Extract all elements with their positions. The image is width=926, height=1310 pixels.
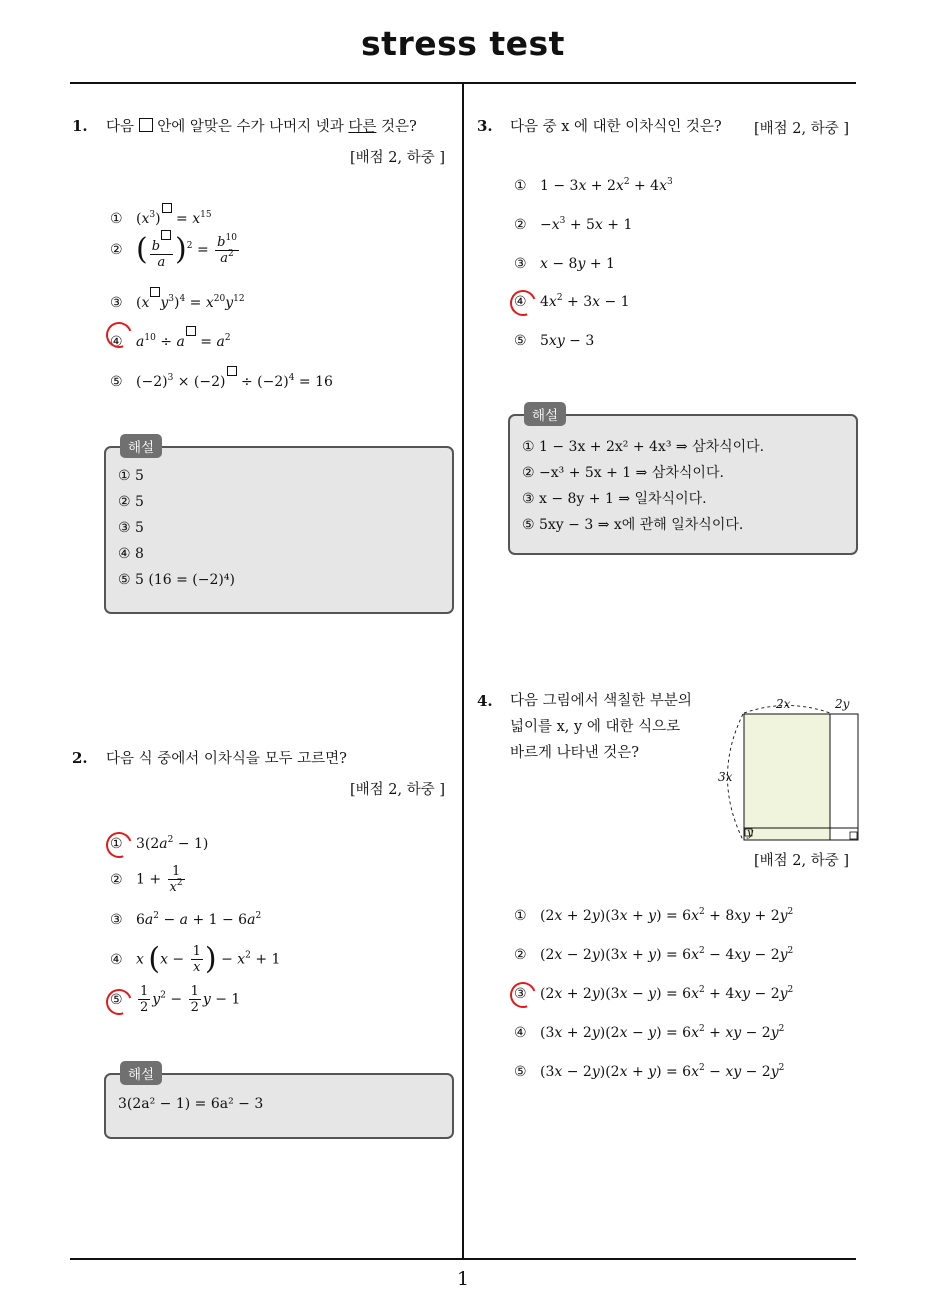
rectangle-figure	[712, 694, 862, 846]
q2-meta: [배점 2, 하중 ]	[350, 782, 446, 798]
page-number: 1	[456, 1268, 470, 1290]
q2-choice-5[interactable]: ⑤ $\frac{1}{2}$ $y^2$ − $\frac{1}{2}$ y − 1	[110, 984, 241, 1015]
q1-choice-1[interactable]: ① $(x^3) = x^{15}$	[110, 203, 212, 227]
q1-text: 다음 안에 알맞은 수가 나머지 넷과 다른 것은?	[106, 119, 417, 135]
q3-choice-5[interactable]: ⑤ 5xy − 3	[514, 333, 595, 349]
answer-mark-icon	[102, 828, 137, 863]
figure-label-top-right: 2y	[835, 697, 850, 711]
q3-solution-line: ② −x³ + 5x + 1 ⇒ 삼차식이다.	[522, 465, 724, 481]
answer-mark-icon	[506, 978, 541, 1013]
q1-solution-line: ④ 8	[118, 546, 144, 562]
q1-solution-tag: 해설	[120, 434, 162, 458]
q3-solution-line: ③ x − 8y + 1 ⇒ 일차식이다.	[522, 491, 707, 507]
q3-solution-tag: 해설	[524, 402, 566, 426]
unshaded-region	[830, 714, 858, 840]
q4-meta: [배점 2, 하중 ]	[754, 853, 850, 869]
q1-choice-5[interactable]: ⑤ $(-2)^3 \times (-2) \div (-2)^4 = 16$	[110, 366, 333, 390]
q2-choice-4[interactable]: ④ x (x − $\frac{1}{x}$ ) − $x^2 + 1$	[110, 941, 281, 977]
q4-choice-1[interactable]: ① $(2x + 2y)(3x + y) = 6x^2 + 8xy + 2y^2$	[514, 907, 794, 924]
q2-choice-3[interactable]: ③ $6a^2 - a + 1 - 6a^2$	[110, 911, 262, 928]
q3-choice-3[interactable]: ③ x − 8y + 1	[514, 256, 615, 272]
q1-choice-2[interactable]: ② ( $\frac{b}{a}$ )$^2$ = $\frac{b^{10}}{a^2}$	[110, 232, 237, 270]
q1-solution-line: ② 5	[118, 494, 144, 510]
q1-number: 1.	[72, 117, 88, 135]
q4-number: 4.	[477, 692, 493, 710]
q2-number: 2.	[72, 749, 88, 767]
column-divider	[462, 84, 464, 1259]
answer-mark-icon	[506, 286, 541, 321]
blank-box-icon	[139, 118, 153, 132]
shaded-region	[744, 714, 830, 840]
q1-choice-4[interactable]: ④ $a^{10} \div a = a^2$	[110, 326, 231, 350]
figure-label-left: 3x	[718, 770, 733, 784]
q3-text: 다음 중 x 에 대한 이차식인 것은?	[510, 119, 722, 135]
q3-choice-1[interactable]: ① $1 - 3x + 2x^2 + 4x^3$	[514, 177, 673, 194]
q1-meta: [배점 2, 하중 ]	[350, 150, 446, 166]
bottom-rule	[70, 1258, 856, 1260]
q4-choice-4[interactable]: ④ $(3x + 2y)(2x - y) = 6x^2$ + xy − $2y^2$	[514, 1024, 785, 1041]
q3-meta: [배점 2, 하중 ]	[754, 121, 850, 137]
q1-solution-box	[104, 446, 454, 614]
q2-text: 다음 식 중에서 이차식을 모두 고르면?	[106, 751, 347, 767]
q3-choice-4[interactable]: ④ $4x^2 + 3x - 1$	[514, 293, 630, 310]
q1-solution-line: ③ 5	[118, 520, 144, 536]
q1-solution-line: ⑤ 5 (16 = (−2)⁴)	[118, 572, 235, 588]
q3-solution-line: ⑤ 5xy − 3 ⇒ x에 관해 일차식이다.	[522, 517, 744, 533]
q1-solution-line: ① 5	[118, 468, 144, 484]
q3-solution-line: ① 1 − 3x + 2x² + 4x³ ⇒ 삼차식이다.	[522, 439, 765, 455]
q3-choice-2[interactable]: ② $-x^3 + 5x + 1$	[514, 216, 633, 233]
q4-text: 다음 그림에서 색칠한 부분의 넓이를 x, y 에 대한 식으로 바르게 나타낸 것은?	[510, 693, 692, 761]
q3-number: 3.	[477, 117, 493, 135]
q4-choice-3[interactable]: ③ $(2x + 2y)(3x - y) = 6x^2 + 4xy - 2y^2$	[514, 985, 794, 1002]
q1-choice-3[interactable]: ③ (x $y^3)^4 = x^{20}y^{12}$	[110, 287, 245, 311]
figure-label-top-left: 2x	[776, 697, 791, 711]
q4-choice-2[interactable]: ② $(2x - 2y)(3x + y) = 6x^2 - 4xy - 2y^2$	[514, 946, 794, 963]
figure-label-bottom: y	[747, 826, 754, 839]
q4-choice-5[interactable]: ⑤ $(3x - 2y)(2x + y) = 6x^2$ − xy − $2y^2$	[514, 1063, 785, 1080]
q2-choice-1[interactable]: ① $3(2a^2 - 1)$	[110, 835, 209, 852]
q2-choice-2[interactable]: ② 1 + $\frac{1}{x^2}$	[110, 864, 183, 895]
q2-solution-line: 3(2a² − 1) = 6a² − 3	[118, 1096, 264, 1112]
page-title: stress test	[361, 24, 565, 63]
q2-solution-tag: 해설	[120, 1061, 162, 1085]
